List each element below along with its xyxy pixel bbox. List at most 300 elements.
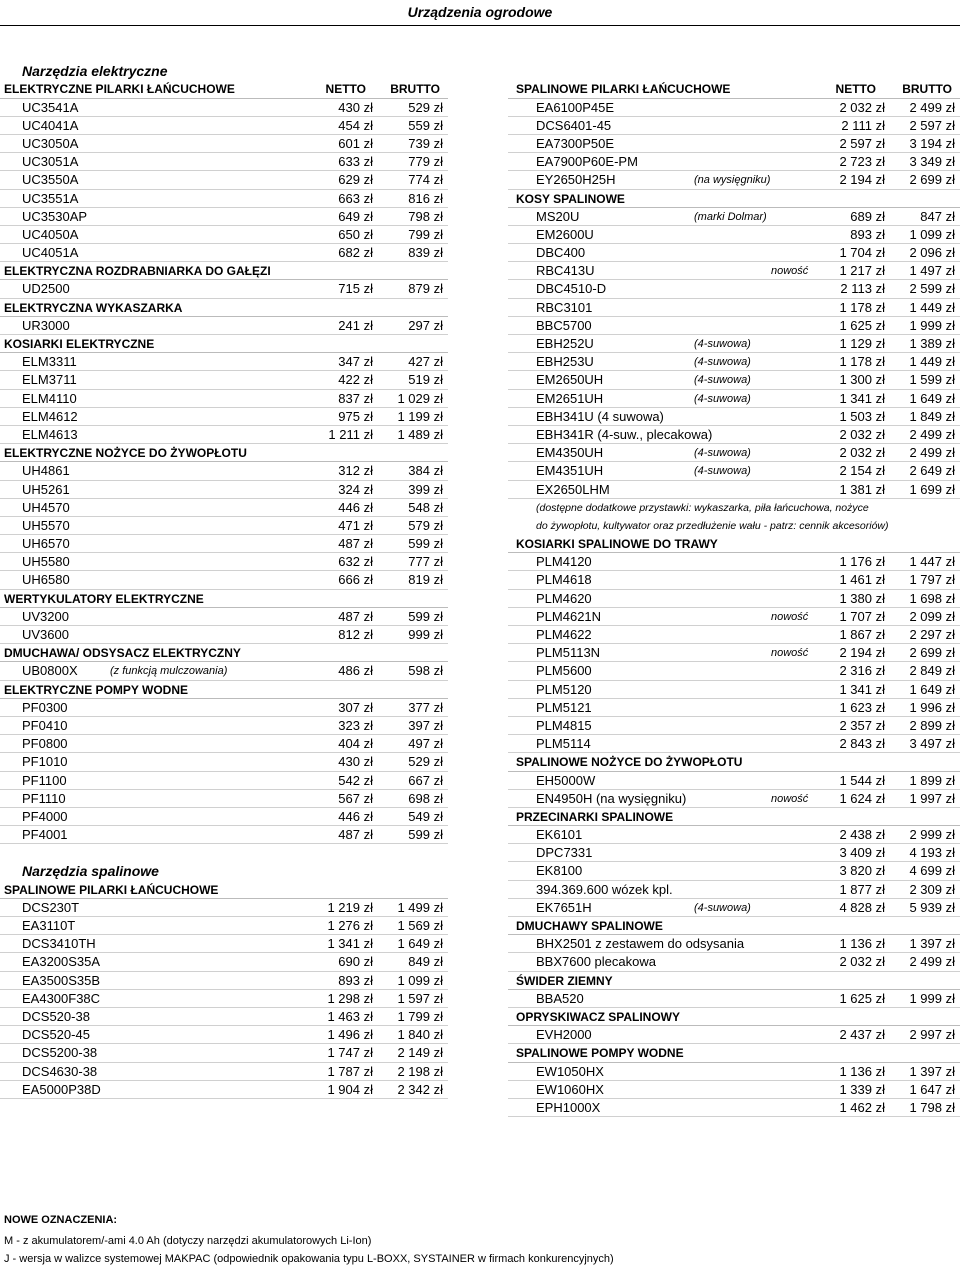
- product-tag: nowość: [771, 792, 809, 805]
- product-model: EM2651UH: [536, 390, 604, 406]
- product-row: [0, 462, 448, 480]
- netto-price: 2 437 zł: [839, 1027, 885, 1043]
- product-model: PLM4621N: [536, 608, 602, 624]
- product-model: EBH252U: [536, 336, 594, 351]
- brutto-price: 497 zł: [408, 736, 443, 752]
- brutto-price: 397 zł: [408, 717, 443, 733]
- product-row: [508, 244, 960, 262]
- netto-price: 542 zł: [338, 772, 373, 788]
- product-model: BBA520: [536, 990, 584, 1006]
- product-row: [508, 208, 960, 226]
- product-model: PF4000: [22, 808, 68, 824]
- netto-price: 1 276 zł: [327, 918, 373, 933]
- product-row: [508, 826, 960, 844]
- brutto-price: 3 194 zł: [909, 135, 955, 151]
- product-row: [508, 662, 960, 680]
- product-model: UH4861: [22, 463, 70, 479]
- brutto-price: 2 899 zł: [909, 717, 955, 733]
- product-row: [0, 571, 448, 589]
- category-header: [508, 808, 960, 826]
- netto-price: 446 zł: [338, 808, 373, 824]
- netto-column-header: NETTO: [835, 82, 876, 97]
- product-model: UH5570: [22, 517, 70, 533]
- product-row: [508, 262, 960, 280]
- product-model: MS20U: [536, 208, 580, 224]
- product-model: EBH253U: [536, 354, 594, 370]
- brutto-price: 1 389 zł: [909, 336, 955, 351]
- netto-price: 1 624 zł: [839, 790, 885, 806]
- product-model: 394.369.600 wózek kpl.: [536, 881, 673, 897]
- product-row: [508, 317, 960, 335]
- netto-price: 454 zł: [338, 117, 373, 133]
- netto-price: 312 zł: [338, 463, 373, 479]
- product-model: DCS520-45: [22, 1027, 90, 1043]
- product-row: [0, 790, 448, 808]
- netto-price: 2 154 zł: [839, 463, 885, 479]
- product-row: [0, 1063, 448, 1081]
- netto-price: 347 zł: [338, 354, 373, 370]
- product-row: [508, 1026, 960, 1044]
- product-row: [508, 626, 960, 644]
- product-row: [508, 153, 960, 171]
- brutto-price: 4 193 zł: [909, 845, 955, 861]
- category-header: [508, 1008, 960, 1026]
- footer-note-m: M - z akumulatorem/-ami 4.0 Ah (dotyczy narzędzi akumulatorowych Li-Ion): [4, 1235, 372, 1247]
- product-row: [508, 462, 960, 480]
- product-tag: (z funkcją mulczowania): [110, 665, 228, 678]
- brutto-price: 1 799 zł: [397, 1008, 443, 1024]
- netto-price: 893 zł: [850, 226, 885, 242]
- brutto-price: 1 698 zł: [909, 590, 955, 606]
- right-price-column: [508, 44, 960, 1117]
- category-label: KOSY SPALINOWE: [516, 191, 625, 206]
- category-label: DMUCHAWY SPALINOWE: [516, 919, 663, 933]
- product-row: [508, 1099, 960, 1117]
- product-row: [0, 390, 448, 408]
- netto-price: 1 877 zł: [839, 881, 885, 897]
- brutto-price: 399 zł: [408, 481, 443, 497]
- netto-price: 1 219 zł: [327, 899, 373, 915]
- product-tag: (na wysięgniku): [694, 174, 771, 187]
- product-model: EH5000W: [536, 772, 596, 788]
- page-title: Urządzenia ogrodowe: [407, 4, 553, 20]
- brutto-price: 1 449 zł: [909, 299, 955, 315]
- brutto-price: 2 849 zł: [909, 663, 955, 679]
- netto-price: 3 409 zł: [839, 845, 885, 861]
- brutto-price: 779 zł: [408, 154, 443, 170]
- product-row: [0, 353, 448, 371]
- product-model: EA7300P50E: [536, 135, 615, 151]
- section-title: Narzędzia elektryczne: [22, 63, 168, 80]
- product-row: [508, 844, 960, 862]
- product-model: PLM5120: [536, 681, 592, 697]
- product-row: [508, 953, 960, 971]
- brutto-price: 839 zł: [408, 245, 443, 261]
- product-model: RBC413U: [536, 263, 595, 279]
- brutto-price: 2 699 zł: [909, 645, 955, 661]
- brutto-price: 598 zł: [408, 663, 443, 679]
- footer-note-j: J - wersja w walizce systemowej MAKPAC (odpowiednik opakowania typu L-BOXX, SYSTAINER w firmach konkurencyjnych): [4, 1253, 614, 1265]
- product-row: [508, 481, 960, 499]
- brutto-price: 377 zł: [408, 699, 443, 715]
- product-model: ELM4110: [22, 390, 77, 406]
- brutto-price: 529 zł: [408, 99, 443, 115]
- product-model: EW1060HX: [536, 1081, 604, 1097]
- product-row: [508, 571, 960, 589]
- product-model: DBC4510-D: [536, 281, 607, 297]
- product-tag: (4-suwowa): [694, 338, 751, 350]
- product-model: UH5261: [22, 481, 70, 497]
- product-model: UH6570: [22, 536, 70, 552]
- product-row: [508, 772, 960, 790]
- product-model: EK8100: [536, 863, 583, 879]
- product-model: EVH2000: [536, 1027, 592, 1043]
- category-header: [0, 299, 448, 317]
- netto-price: 690 zł: [338, 954, 373, 970]
- product-row: [0, 699, 448, 717]
- netto-price: 1 129 zł: [839, 336, 885, 351]
- brutto-price: 2 499 zł: [909, 954, 955, 970]
- product-row: [508, 717, 960, 735]
- product-row: [0, 917, 448, 935]
- brutto-price: 297 zł: [408, 317, 443, 333]
- brutto-price: 549 zł: [408, 808, 443, 824]
- product-row: [0, 608, 448, 626]
- product-row: [0, 117, 448, 135]
- netto-price: 649 zł: [338, 208, 373, 224]
- product-model: EK7651H: [536, 899, 592, 915]
- netto-price: 1 625 zł: [839, 990, 885, 1006]
- category-header: [0, 262, 448, 280]
- netto-price: 1 904 zł: [327, 1081, 373, 1097]
- brutto-price: 1 649 zł: [909, 390, 955, 406]
- brutto-price: 1 649 zł: [397, 936, 443, 952]
- product-row: [508, 353, 960, 371]
- product-tag: nowość: [771, 265, 809, 278]
- netto-price: 2 032 zł: [839, 954, 885, 970]
- netto-price: 446 zł: [338, 499, 373, 515]
- brutto-price: 1 447 zł: [909, 554, 955, 570]
- product-row: [0, 408, 448, 426]
- category-label: DMUCHAWA/ ODSYSACZ ELEKTRYCZNY: [4, 646, 241, 661]
- product-row: [508, 644, 960, 662]
- brutto-price: 1 099 zł: [909, 226, 955, 242]
- brutto-price: 1 497 zł: [909, 263, 955, 279]
- netto-price: 324 zł: [338, 481, 373, 497]
- product-row: [508, 444, 960, 462]
- netto-price: 4 828 zł: [839, 899, 885, 915]
- product-row: [508, 280, 960, 298]
- category-label: WERTYKULATORY ELEKTRYCZNE: [4, 591, 204, 606]
- product-row: [0, 317, 448, 335]
- product-tag: nowość: [771, 647, 809, 660]
- netto-price: 1 178 zł: [839, 299, 885, 315]
- brutto-price: 799 zł: [408, 226, 443, 242]
- product-row: [508, 681, 960, 699]
- product-row: [508, 171, 960, 189]
- product-model: UC3541A: [22, 99, 79, 115]
- product-row: [508, 99, 960, 117]
- brutto-price: 2 149 zł: [397, 1045, 443, 1061]
- brutto-price: 2 597 zł: [909, 117, 955, 133]
- product-model: BBX7600 plecakowa: [536, 954, 656, 970]
- footnote-text: do żywopłotu, kultywator oraz przedłużenie wału - patrz: cennik akcesoriów): [536, 519, 889, 532]
- netto-price: 2 438 zł: [839, 827, 885, 843]
- netto-price: 1 178 zł: [839, 354, 885, 370]
- product-model: UC3530AP: [22, 208, 88, 224]
- netto-price: 1 217 zł: [839, 263, 885, 279]
- brutto-price: 4 699 zł: [909, 863, 955, 879]
- product-row: [0, 371, 448, 389]
- product-model: DCS6401-45: [536, 117, 612, 133]
- product-tag: (4-suwowa): [694, 374, 751, 387]
- product-model: EBH341U (4 suwowa): [536, 408, 664, 424]
- product-model: DCS520-38: [22, 1008, 90, 1024]
- product-model: ELM4613: [22, 426, 78, 442]
- product-row: [508, 790, 960, 808]
- category-label: ELEKTRYCZNE POMPY WODNE: [4, 682, 189, 697]
- netto-price: 2 194 zł: [839, 172, 885, 188]
- product-model: EBH341R (4-suw., plecakowa): [536, 426, 713, 442]
- product-model: EX2650LHM: [536, 481, 610, 497]
- category-label: SPALINOWE PILARKI ŁAŃCUCHOWE: [4, 882, 219, 897]
- netto-price: 1 704 zł: [839, 245, 885, 261]
- product-model: DPC7331: [536, 845, 593, 861]
- category-header: [508, 535, 960, 553]
- product-model: UC3050A: [22, 135, 79, 151]
- product-model: EM4350UH: [536, 445, 604, 461]
- brutto-price: 2 499 zł: [909, 445, 955, 461]
- product-row: [0, 935, 448, 953]
- brutto-price: 427 zł: [408, 354, 443, 370]
- netto-price: 471 zł: [338, 517, 373, 533]
- category-label: SPALINOWE NOŻYCE DO ŻYWOPŁOTU: [516, 755, 743, 770]
- product-model: PLM4618: [536, 572, 592, 588]
- product-model: UC3051A: [22, 154, 79, 170]
- product-model: EA6100P45E: [536, 99, 615, 115]
- netto-price: 1 544 zł: [839, 772, 885, 788]
- product-row: [0, 280, 448, 298]
- product-model: DCS4630-38: [22, 1063, 98, 1079]
- category-label: OPRYSKIWACZ SPALINOWY: [516, 1009, 681, 1024]
- netto-price: 1 380 zł: [839, 590, 885, 606]
- brutto-price: 1 997 zł: [909, 790, 955, 806]
- brutto-price: 798 zł: [408, 208, 443, 224]
- brutto-price: 1 397 zł: [909, 1063, 955, 1079]
- netto-price: 1 461 zł: [839, 572, 885, 588]
- brutto-price: 2 499 zł: [909, 99, 955, 115]
- product-row: [508, 553, 960, 571]
- category-label: SPALINOWE PILARKI ŁAŃCUCHOWE: [516, 82, 731, 97]
- brutto-price: 816 zł: [408, 190, 443, 206]
- brutto-price: 599 zł: [408, 608, 443, 624]
- netto-price: 2 597 zł: [839, 135, 885, 151]
- netto-price: 812 zł: [338, 627, 373, 642]
- netto-price: 601 zł: [338, 135, 373, 151]
- product-row: [0, 1008, 448, 1026]
- product-row: [508, 699, 960, 717]
- netto-price: 633 zł: [338, 154, 373, 170]
- product-model: PLM5600: [536, 663, 592, 679]
- brutto-price: 777 zł: [408, 554, 443, 570]
- product-model: PLM4620: [536, 590, 592, 606]
- product-row: [508, 117, 960, 135]
- product-model: UV3200: [22, 608, 69, 624]
- netto-price: 2 111 zł: [841, 117, 885, 133]
- spacer: [508, 44, 960, 62]
- brutto-price: 1 840 zł: [397, 1027, 443, 1043]
- brutto-price: 2 499 zł: [909, 426, 955, 442]
- product-model: BBC5700: [536, 317, 592, 333]
- product-model: UC4041A: [22, 117, 79, 133]
- netto-price: 430 zł: [338, 99, 373, 115]
- brutto-price: 2 342 zł: [397, 1081, 443, 1097]
- product-model: EY2650H25H: [536, 172, 616, 188]
- brutto-column-header: BRUTTO: [390, 82, 440, 97]
- product-tag: nowość: [771, 610, 809, 623]
- product-tag: (marki Dolmar): [694, 210, 767, 223]
- product-tag: (4-suwowa): [694, 465, 751, 478]
- product-model: ELM3311: [22, 354, 77, 370]
- product-model: UD2500: [22, 281, 70, 297]
- netto-price: 1 381 zł: [839, 481, 885, 497]
- category-header: [508, 80, 960, 98]
- product-row: [0, 99, 448, 117]
- product-row: [0, 208, 448, 226]
- product-row: [508, 1081, 960, 1099]
- product-model: DCS5200-38: [22, 1045, 98, 1061]
- product-model: UH4570: [22, 499, 70, 515]
- product-model: ELM3711: [22, 372, 77, 388]
- product-row: [508, 135, 960, 153]
- category-header: [0, 444, 448, 462]
- product-model: PF1010: [22, 754, 68, 770]
- product-model: EN4950H (na wysięgniku): [536, 790, 687, 806]
- netto-price: 430 zł: [338, 754, 373, 770]
- brutto-price: 847 zł: [920, 208, 955, 224]
- product-model: UC3551A: [22, 190, 79, 206]
- product-row: [0, 190, 448, 208]
- netto-price: 632 zł: [338, 554, 373, 570]
- product-model: PLM4622: [536, 627, 592, 642]
- brutto-price: 1 999 zł: [909, 317, 955, 333]
- product-row: [0, 226, 448, 244]
- product-row: [0, 826, 448, 844]
- brutto-price: 1 499 zł: [397, 899, 443, 915]
- product-row: [0, 626, 448, 644]
- product-model: EPH1000X: [536, 1099, 601, 1115]
- product-row: [508, 226, 960, 244]
- product-row: [0, 1026, 448, 1044]
- netto-price: 1 341 zł: [839, 681, 885, 697]
- product-model: EA5000P38D: [22, 1081, 101, 1097]
- brutto-price: 739 zł: [408, 135, 443, 151]
- category-header: [508, 917, 960, 935]
- netto-price: 487 zł: [338, 608, 373, 624]
- product-model: EA3110T: [22, 918, 76, 933]
- product-model: EA3500S35B: [22, 972, 101, 988]
- product-model: PF0300: [22, 699, 68, 715]
- product-row: [508, 408, 960, 426]
- netto-price: 1 298 zł: [327, 990, 373, 1006]
- product-row: [508, 590, 960, 608]
- category-label: KOSIARKI SPALINOWE DO TRAWY: [516, 537, 718, 552]
- brutto-price: 1 199 zł: [397, 408, 443, 424]
- netto-price: 2 316 zł: [839, 663, 885, 679]
- brutto-price: 1 099 zł: [397, 972, 443, 988]
- product-row: [0, 517, 448, 535]
- category-label: SPALINOWE POMPY WODNE: [516, 1046, 684, 1061]
- brutto-price: 2 997 zł: [909, 1027, 955, 1043]
- brutto-price: 1 647 zł: [909, 1081, 955, 1097]
- product-row: [508, 735, 960, 753]
- brutto-price: 2 309 zł: [909, 881, 955, 897]
- product-row: [0, 972, 448, 990]
- product-row: [508, 990, 960, 1008]
- brutto-price: 1 029 zł: [397, 390, 443, 406]
- product-model: RBC3101: [536, 299, 593, 315]
- netto-price: 1 211 zł: [328, 426, 373, 442]
- netto-price: 663 zł: [338, 190, 373, 206]
- category-header: [0, 590, 448, 608]
- netto-price: 1 747 zł: [327, 1045, 373, 1061]
- netto-price: 1 341 zł: [327, 936, 373, 952]
- product-model: UC4051A: [22, 245, 79, 261]
- product-model: UC3550A: [22, 172, 79, 188]
- category-header: [508, 1044, 960, 1062]
- product-row: [0, 171, 448, 189]
- product-model: PF0410: [22, 717, 68, 733]
- brutto-price: 1 449 zł: [909, 354, 955, 370]
- netto-price: 404 zł: [338, 736, 373, 752]
- netto-price: 1 462 zł: [839, 1099, 885, 1115]
- product-row: [508, 899, 960, 917]
- product-row: [0, 1081, 448, 1099]
- brutto-price: 579 zł: [408, 517, 443, 533]
- product-row: [0, 481, 448, 499]
- product-model: EK6101: [536, 827, 583, 843]
- product-model: PLM5114: [536, 736, 591, 752]
- product-row: [0, 717, 448, 735]
- product-model: UV3600: [22, 627, 69, 642]
- spacer: [0, 44, 448, 62]
- netto-price: 2 843 zł: [839, 736, 885, 752]
- brutto-price: 599 zł: [408, 827, 443, 843]
- brutto-price: 1 798 zł: [909, 1099, 955, 1115]
- product-model: EA4300F38C: [22, 990, 101, 1006]
- product-row: [0, 244, 448, 262]
- netto-column-header: NETTO: [325, 82, 366, 97]
- product-model: PLM5113N: [536, 645, 601, 661]
- product-row: [508, 371, 960, 389]
- brutto-price: 1 899 zł: [909, 772, 955, 788]
- brutto-price: 849 zł: [408, 954, 443, 970]
- brutto-price: 1 996 zł: [909, 699, 955, 715]
- product-model: EM4351UH: [536, 463, 604, 479]
- netto-price: 1 341 zł: [839, 390, 885, 406]
- brutto-price: 999 zł: [408, 627, 443, 642]
- product-row: [0, 1044, 448, 1062]
- product-row: [0, 753, 448, 771]
- category-label: ELEKTRYCZNE NOŻYCE DO ŻYWOPŁOTU: [4, 446, 247, 461]
- product-row: [0, 426, 448, 444]
- netto-price: 837 zł: [338, 390, 373, 406]
- netto-price: 1 176 zł: [839, 554, 885, 570]
- netto-price: 241 zł: [338, 317, 373, 333]
- product-model: DBC400: [536, 245, 586, 261]
- product-row: [0, 899, 448, 917]
- category-header: [508, 972, 960, 990]
